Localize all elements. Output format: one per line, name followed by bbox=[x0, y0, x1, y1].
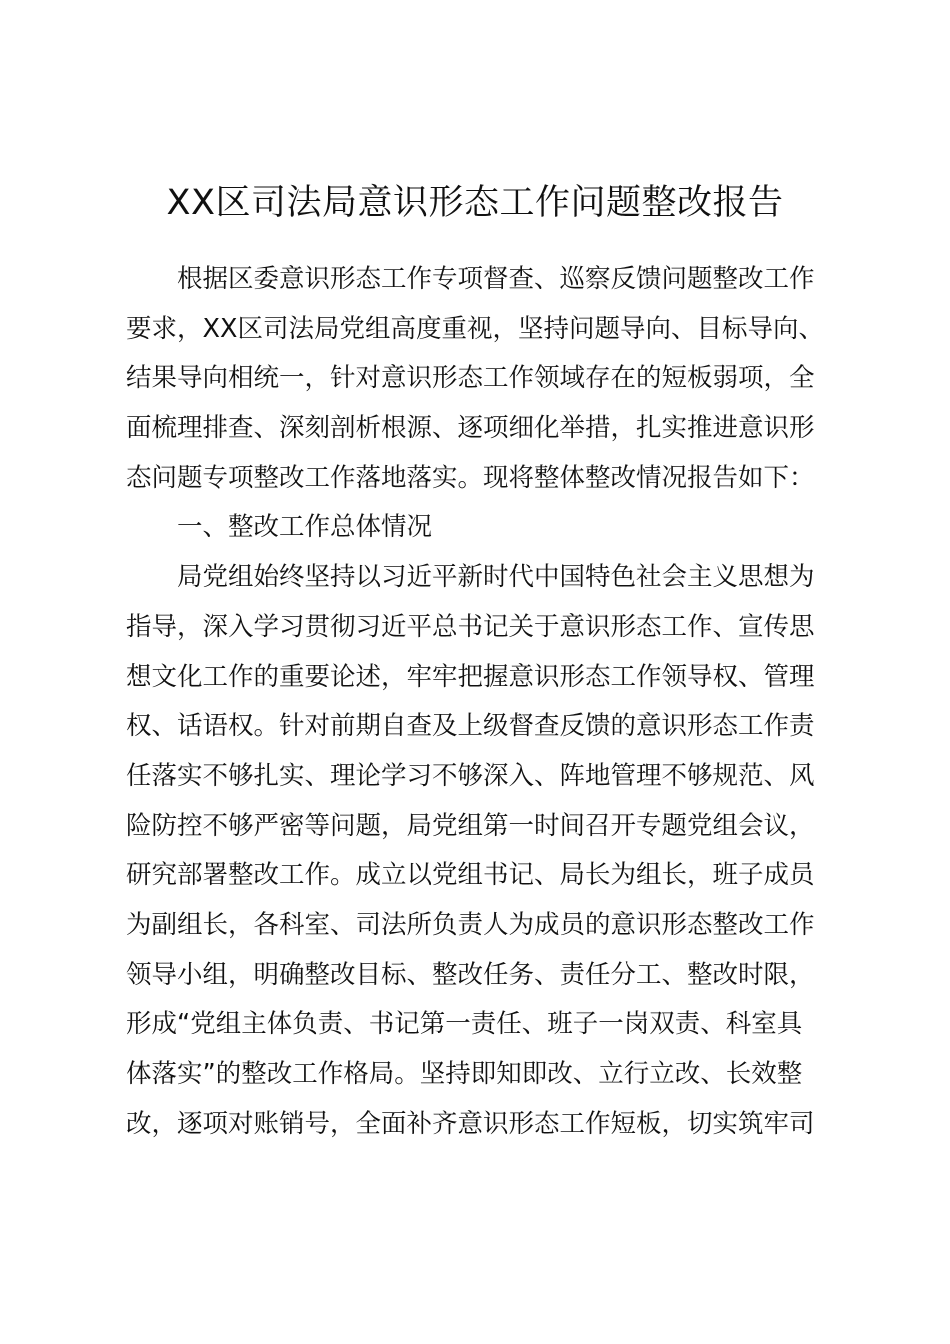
paragraph-line: 险防控不够严密等问题，局党组第一时间召开专题党组会议， bbox=[126, 810, 815, 841]
paragraph-line: 体落实”的整改工作格局。坚持即知即改、立行立改、长效整 bbox=[126, 1059, 803, 1089]
paragraph-line: 想文化工作的重要论述，牢牢把握意识形态工作领导权、管理 bbox=[126, 661, 815, 692]
paragraph-line: 权、话语权。针对前期自查及上级督查反馈的意识形态工作责 bbox=[126, 711, 815, 742]
section-heading: 一、整改工作总体情况 bbox=[177, 512, 433, 543]
paragraph-line: 面梳理排查、深刻剖析根源、逐项细化举措，扎实推进意识形 bbox=[126, 413, 815, 444]
paragraph-line: 局党组始终坚持以习近平新时代中国特色社会主义思想为 bbox=[177, 562, 815, 593]
document-title: XX区司法局意识形态工作问题整改报告 bbox=[166, 183, 784, 223]
paragraph-line: 根据区委意识形态工作专项督查、巡察反馈问题整改工作 bbox=[177, 264, 815, 294]
paragraph-line: 任落实不够扎实、理论学习不够深入、阵地管理不够规范、风 bbox=[126, 760, 815, 791]
paragraph-line: 态问题专项整改工作落地落实。现将整体整改情况报告如下： bbox=[126, 462, 815, 493]
paragraph-line: 结果导向相统一，针对意识形态工作领域存在的短板弱项，全 bbox=[126, 363, 815, 394]
paragraph-line: 指导，深入学习贯彻习近平总书记关于意识形态工作、宣传思 bbox=[126, 611, 815, 642]
paragraph-line: 改，逐项对账销号，全面补齐意识形态工作短板，切实筑牢司 bbox=[126, 1108, 815, 1139]
document-body bbox=[126, 255, 836, 1149]
paragraph-line: 研究部署整改工作。成立以党组书记、局长为组长，班子成员 bbox=[126, 860, 815, 891]
paragraph-line: 形成“党组主体负责、书记第一责任、班子一岗双责、科室具 bbox=[126, 1009, 803, 1040]
paragraph-line: 领导小组，明确整改目标、整改任务、责任分工、整改时限， bbox=[126, 959, 815, 990]
paragraph-line: 为副组长，各科室、司法所负责人为成员的意识形态整改工作 bbox=[126, 909, 815, 940]
paragraph-line: 要求，XX区司法局党组高度重视，坚持问题导向、目标导向、 bbox=[126, 313, 824, 344]
